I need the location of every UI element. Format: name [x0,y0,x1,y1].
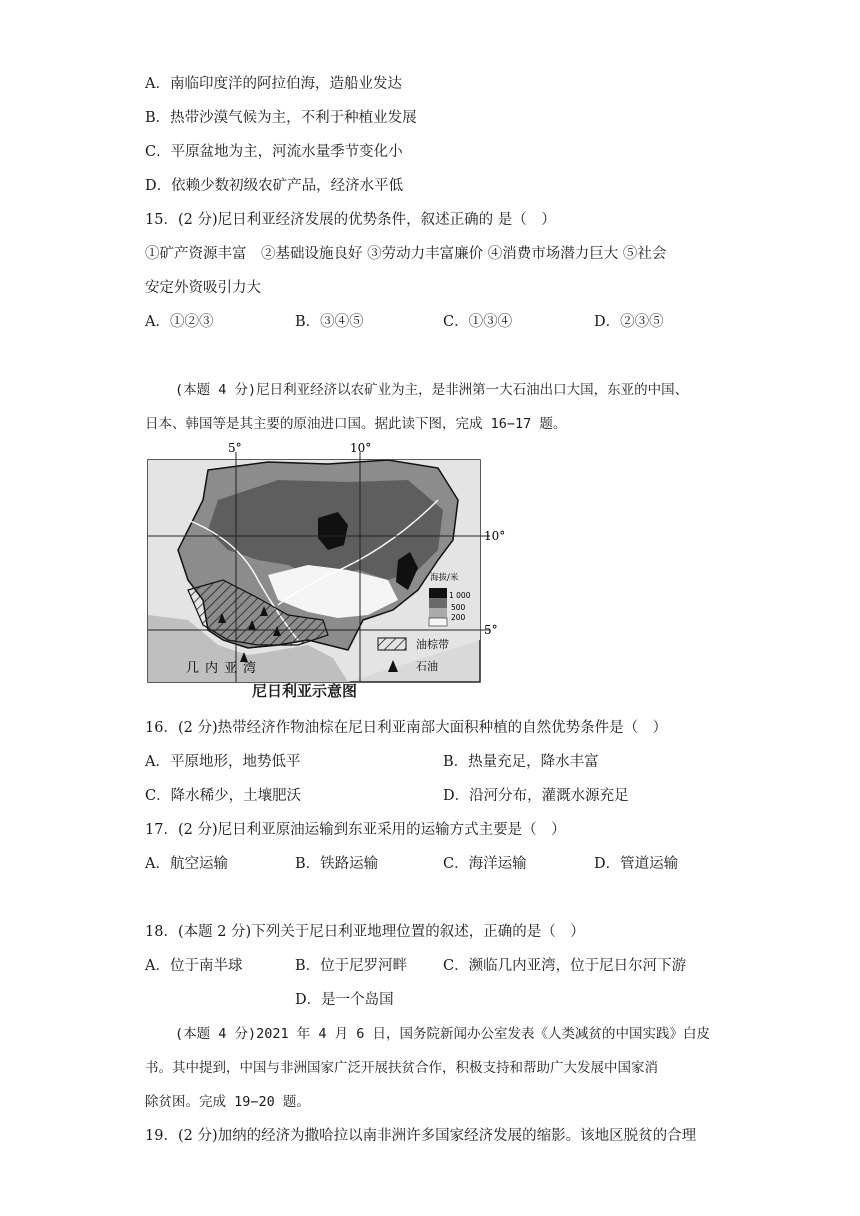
map-caption: 尼日利亚示意图 [252,682,358,700]
q18-option-a: A．位于南半球 [145,958,243,974]
q15-option-d: D．②③⑤ [594,314,664,330]
legend-oil-palm: 油棕带 [416,638,449,651]
lat-label-10: 10° [484,529,506,543]
q14-option-d: D．依赖少数初级农矿产品，经济水平低 [145,178,404,194]
passage-2-line2: 书。其中提到，中国与非洲国家广泛开展扶贫合作，积极支持和帮助广大发展中国家消 [145,1060,658,1076]
q15-items-line2: 安定外资吸引力大 [145,280,261,296]
q15-option-b: B．③④⑤ [295,314,364,330]
q16-option-d: D．沿河分布，灌溉水源充足 [443,788,629,804]
nigeria-map-figure [148,440,506,700]
q17-option-d: D．管道运输 [594,856,679,872]
q15-items-line1: ①矿产资源丰富 ②基础设施良好 ③劳动力丰富廉价 ④消费市场潜力巨大 ⑤社会 [145,246,667,262]
q17-option-c: C．海洋运输 [443,856,527,872]
q15-stem: 15．(2 分)尼日利亚经济发展的优势条件，叙述正确的 是（ ） [145,212,556,228]
q14-option-b: B．热带沙漠气候为主，不利于种植业发展 [145,110,417,126]
passage-1-line2: 日本、韩国等是其主要的原油进口国。据此读下图，完成 16−17 题。 [145,416,567,432]
q16-option-c: C．降水稀少，土壤肥沃 [145,788,302,804]
legend-oil: 石油 [416,660,438,673]
passage-2-line1: (本题 4 分)2021 年 4 月 6 日，国务院新闻办公室发表《人类减贫的中国实践》白皮 [175,1026,711,1042]
q16-option-a: A．平原地形，地势低平 [145,754,301,770]
q16-option-b: B．热量充足，降水丰富 [443,754,599,770]
q18-option-b: B．位于尼罗河畔 [295,958,408,974]
passage-1-line1: (本题 4 分)尼日利亚经济以农矿业为主，是非洲第一大石油出口大国，东亚的中国、 [175,382,689,398]
q18-stem: 18．(本题 2 分)下列关于尼日利亚地理位置的叙述，正确的是（ ） [145,924,585,940]
gulf-label: 几内亚湾 [186,661,263,676]
lat-label-5: 5° [484,623,498,637]
q17-option-b: B．铁路运输 [295,856,379,872]
q14-option-a: A．南临印度洋的阿拉伯海，造船业发达 [145,76,402,92]
q17-option-a: A．航空运输 [145,856,228,872]
q14-option-c: C．平原盆地为主，河流水量季节变化小 [145,144,403,160]
legend-500: 500 [451,603,466,612]
q16-stem: 16．(2 分)热带经济作物油棕在尼日利亚南部大面积种植的自然优势条件是（ ） [145,720,668,736]
lon-label-10: 10° [350,441,372,455]
legend-title: 海拔/米 [430,573,459,583]
nigeria-map [148,440,506,700]
legend-1000: 1 000 [449,591,471,600]
lon-label-5: 5° [228,441,242,455]
q18-option-d: D．是一个岛国 [295,992,394,1008]
passage-2-line3: 除贫困。完成 19−20 题。 [145,1094,310,1110]
q15-option-c: C．①③④ [443,314,513,330]
q18-option-c: C．濒临几内亚湾，位于尼日尔河下游 [443,958,687,974]
q19-stem: 19．(2 分)加纳的经济为撒哈拉以南非洲许多国家经济发展的缩影。该地区脱贫的合理 [145,1128,697,1144]
legend-200: 200 [451,613,466,622]
q17-stem: 17．(2 分)尼日利亚原油运输到东亚采用的运输方式主要是（ ） [145,822,566,838]
q15-option-a: A．①②③ [145,314,214,330]
